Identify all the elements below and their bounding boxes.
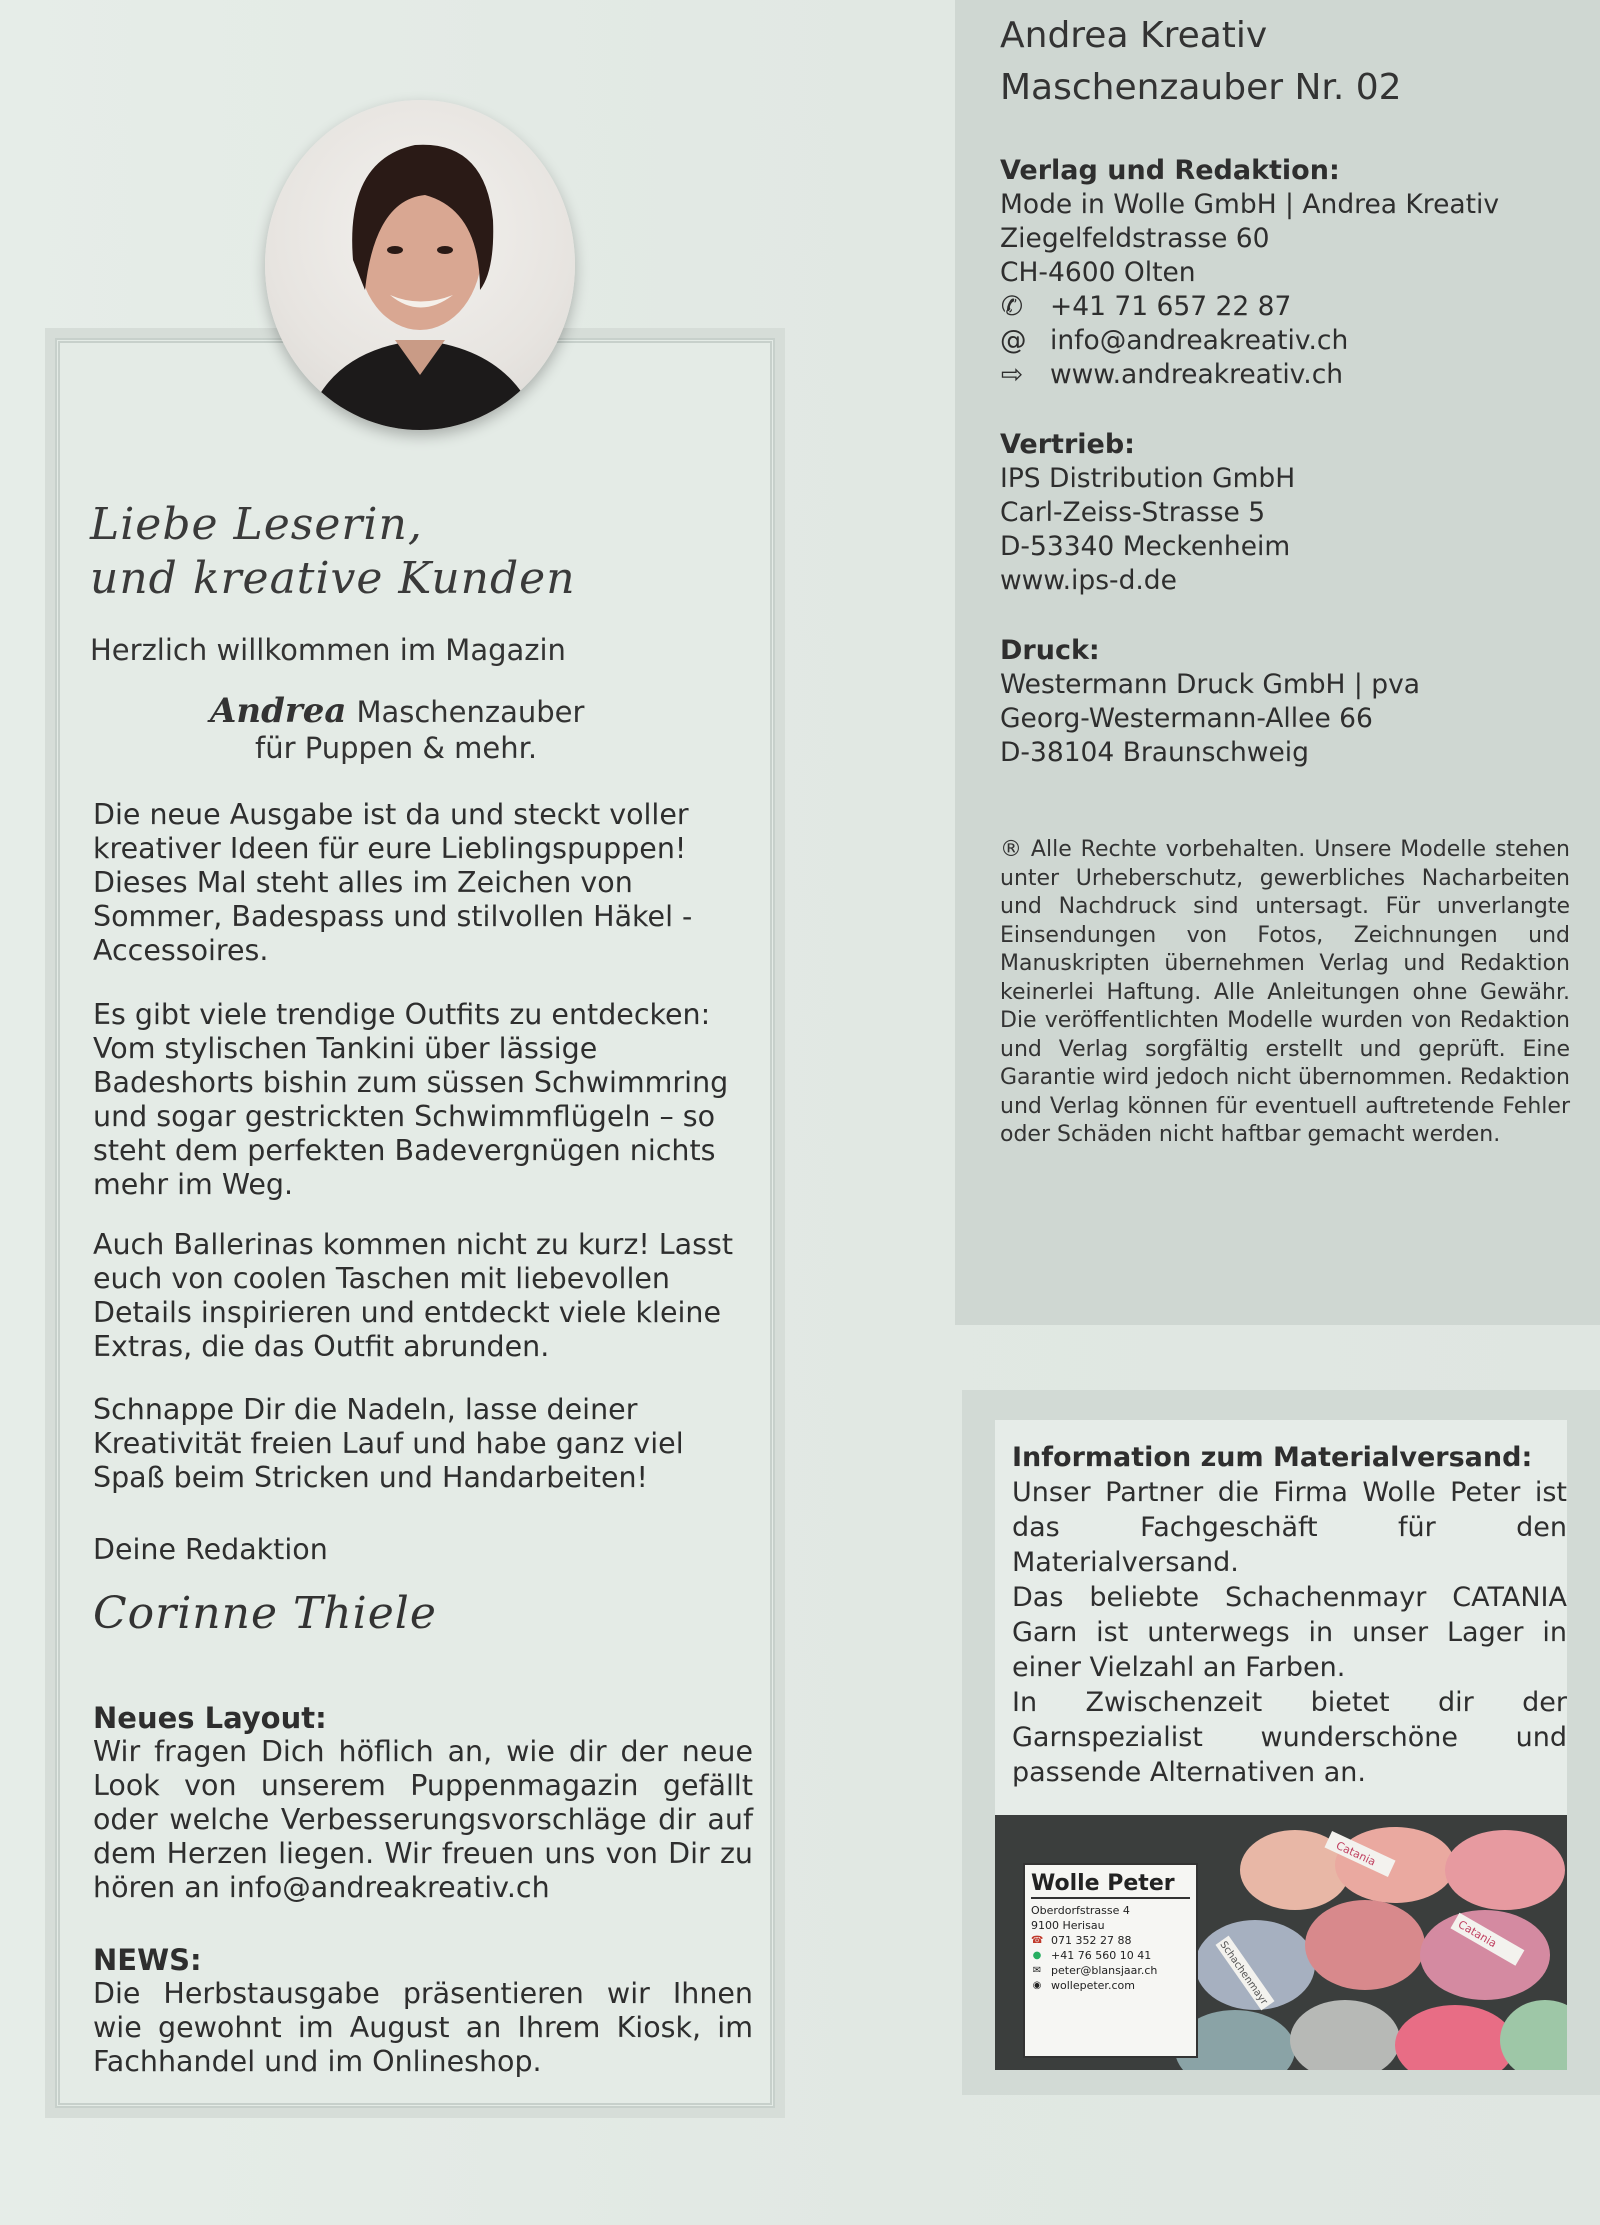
distribution-street: Carl-Zeiss-Strasse 5 bbox=[1000, 497, 1266, 528]
letter-paragraph-1: Die neue Ausgabe ist da und steckt voller kreativer Ideen für eure Lieblingspuppen! Dieses Mal steht alles im Zeichen von Sommer, Badespass und stilvollen Häkel - Accessoires. bbox=[93, 798, 693, 967]
phone-icon: ✆ bbox=[1000, 291, 1024, 322]
publisher-section bbox=[1000, 154, 1570, 392]
legal-notice: ® Alle Rechte vorbehalten. Unsere Modelle stehen unter Urheberschutz, gewerbliches Nacharbeiten und Nachdruck sind untersagt. Für unverlangte Einsendungen von Fotos, Zeichnungen und Manuskripten übernehmen Verlag und Redaktion keinerlei Haftung. Alle Anleitungen ohne Gewähr. Die veröffentlichten Modelle wurden von Redaktion und Verlag sorgfältig erstellt und geprüft. Eine Garantie wird jedoch nicht übernommen. Redaktion und Verlag können für eventuell auftretende Fehler oder Schäden nicht haftbar gemacht werden. bbox=[1000, 837, 1570, 1147]
distribution-heading: Vertrieb: bbox=[1000, 429, 1135, 460]
distribution-section bbox=[1000, 428, 1570, 598]
news-heading: NEWS: bbox=[93, 1943, 202, 1977]
letter-paragraph-2: Es gibt viele trendige Outfits zu entdecken: Vom stylischen Tankini über lässige Badeshorts bishin zum süssen Schwimmring und sogar gestrickten Schwimmflügeln – so steht dem perfekten Badevergnügen nichts mehr im Weg. bbox=[93, 998, 729, 1201]
store-phone[interactable]: 071 352 27 88 bbox=[1051, 1934, 1132, 1947]
phone-icon: ☎ bbox=[1031, 1935, 1044, 1946]
publisher-email-row bbox=[1000, 324, 1570, 358]
greeting-line-2: und kreative Kunden bbox=[90, 553, 576, 604]
imprint-title-line-2: Maschenzauber Nr. 02 bbox=[1000, 67, 1402, 108]
letter-paragraph-3: Auch Ballerinas kommen nicht zu kurz! Lasst euch von coolen Taschen mit liebevollen Details inspirieren und entdeckt viele kleine Extras, die das Outfit abrunden. bbox=[93, 1228, 734, 1363]
letter-greeting bbox=[90, 498, 576, 606]
publisher-city: CH-4600 Olten bbox=[1000, 257, 1196, 288]
brand-name: Maschenzauber bbox=[356, 695, 585, 729]
portrait-eye-right bbox=[437, 246, 453, 254]
new-layout-text: Wir fragen Dich höflich an, wie dir der neue Look von unserem Puppenmagazin gefällt oder welche Verbesserungsvorschläge dir auf dem Herzen liegen. Wir freuen uns von Dir zu hören an info@andreakreativ.ch bbox=[93, 1735, 753, 1904]
publisher-heading: Verlag und Redaktion: bbox=[1000, 155, 1340, 186]
mail-icon: ✉ bbox=[1032, 1965, 1042, 1976]
distribution-website[interactable]: www.ips-d.de bbox=[1000, 565, 1177, 596]
publisher-email[interactable]: info@andreakreativ.ch bbox=[1050, 325, 1349, 356]
print-section bbox=[1000, 634, 1570, 770]
material-heading: Information zum Materialversand: bbox=[1012, 1442, 1533, 1473]
yarn-ball-rose bbox=[1305, 1900, 1425, 1990]
new-layout-section bbox=[93, 1701, 753, 1905]
letter-closing: Deine Redaktion bbox=[93, 1533, 328, 1566]
material-text-2: Das beliebte Schachenmayr CATANIA Garn ist unterwegs in unser Lager in einer Vielzahl an Farben. bbox=[1012, 1582, 1567, 1683]
welcome-text: Herzlich willkommen im Magazin bbox=[90, 633, 566, 667]
magazine-brand bbox=[210, 693, 660, 766]
editorial-letter-panel bbox=[55, 338, 775, 2108]
yarn-ball-salmon bbox=[1335, 1827, 1455, 1903]
store-street: Oberdorfstrasse 4 bbox=[1031, 1904, 1130, 1917]
yarn-ball-mauve bbox=[1420, 1910, 1550, 2000]
store-mobile-row bbox=[1031, 1948, 1190, 1963]
publisher-name: Mode in Wolle GmbH | Andrea Kreativ bbox=[1000, 189, 1500, 220]
letter-paragraph-4: Schnappe Dir die Nadeln, lasse deiner Kreativität freien Lauf und habe ganz viel Spaß beim Stricken und Handarbeiten! bbox=[93, 1393, 684, 1494]
signature: Corinne Thiele bbox=[93, 1588, 437, 1639]
print-street: Georg-Westermann-Allee 66 bbox=[1000, 703, 1373, 734]
print-city: D-38104 Braunschweig bbox=[1000, 737, 1309, 768]
portrait-image bbox=[265, 100, 575, 430]
store-name: Wolle Peter bbox=[1031, 1871, 1190, 1899]
email-icon: @ bbox=[1000, 325, 1027, 356]
store-phone-row bbox=[1031, 1933, 1190, 1948]
material-info-text bbox=[1012, 1440, 1567, 1790]
store-email-row bbox=[1031, 1963, 1190, 1978]
editor-portrait bbox=[265, 100, 575, 430]
portrait-eye-left bbox=[387, 246, 403, 254]
publisher-street: Ziegelfeldstrasse 60 bbox=[1000, 223, 1270, 254]
imprint-title bbox=[1000, 10, 1570, 114]
news-text: Die Herbstausgabe präsentieren wir Ihnen wie gewohnt im August an Ihrem Kiosk, im Fachhandel und im Onlineshop. bbox=[93, 1977, 753, 2078]
arrow-icon: ⇨ bbox=[1000, 359, 1024, 390]
publisher-phone-row bbox=[1000, 290, 1570, 324]
yarn-label-text-1: Catania bbox=[1333, 1838, 1378, 1869]
imprint-content bbox=[1000, 10, 1570, 1150]
material-text-1: Unser Partner die Firma Wolle Peter ist das Fachgeschäft für den Materialversand. bbox=[1012, 1477, 1567, 1578]
imprint-title-line-1: Andrea Kreativ bbox=[1000, 15, 1268, 56]
print-heading: Druck: bbox=[1000, 635, 1100, 666]
imprint-panel bbox=[955, 0, 1600, 1325]
news-section bbox=[93, 1943, 753, 2079]
globe-icon: ◉ bbox=[1032, 1980, 1042, 1991]
yarn-ball-pink bbox=[1445, 1830, 1565, 1910]
new-layout-heading: Neues Layout: bbox=[93, 1701, 327, 1735]
distribution-name: IPS Distribution GmbH bbox=[1000, 463, 1296, 494]
print-name: Westermann Druck GmbH | pva bbox=[1000, 669, 1421, 700]
publisher-web-row bbox=[1000, 358, 1570, 392]
store-email[interactable]: peter@blansjaar.ch bbox=[1051, 1964, 1158, 1977]
yarn-label-brand: Schachenmayr bbox=[1217, 1939, 1270, 2007]
andrea-logo: Andrea bbox=[210, 691, 347, 731]
publisher-phone[interactable]: +41 71 657 22 87 bbox=[1050, 291, 1292, 322]
brand-subtitle: für Puppen & mehr. bbox=[255, 731, 538, 765]
yarn-photo bbox=[995, 1815, 1567, 2070]
greeting-line-1: Liebe Leserin, bbox=[90, 499, 423, 550]
store-mobile[interactable]: +41 76 560 10 41 bbox=[1051, 1949, 1152, 1962]
yarn-label-text-2: Catania bbox=[1455, 1917, 1499, 1951]
store-web-row bbox=[1031, 1978, 1190, 1993]
store-city: 9100 Herisau bbox=[1031, 1919, 1105, 1932]
distribution-city: D-53340 Meckenheim bbox=[1000, 531, 1291, 562]
store-website[interactable]: wollepeter.com bbox=[1051, 1979, 1135, 1992]
publisher-website[interactable]: www.andreakreativ.ch bbox=[1050, 359, 1344, 390]
material-info-box bbox=[962, 1390, 1600, 2095]
store-business-card bbox=[1023, 1863, 1198, 2058]
whatsapp-icon: ● bbox=[1032, 1950, 1042, 1961]
material-text-3: In Zwischenzeit bietet dir der Garnspezialist wunderschöne und passende Alternativen an. bbox=[1012, 1687, 1567, 1788]
